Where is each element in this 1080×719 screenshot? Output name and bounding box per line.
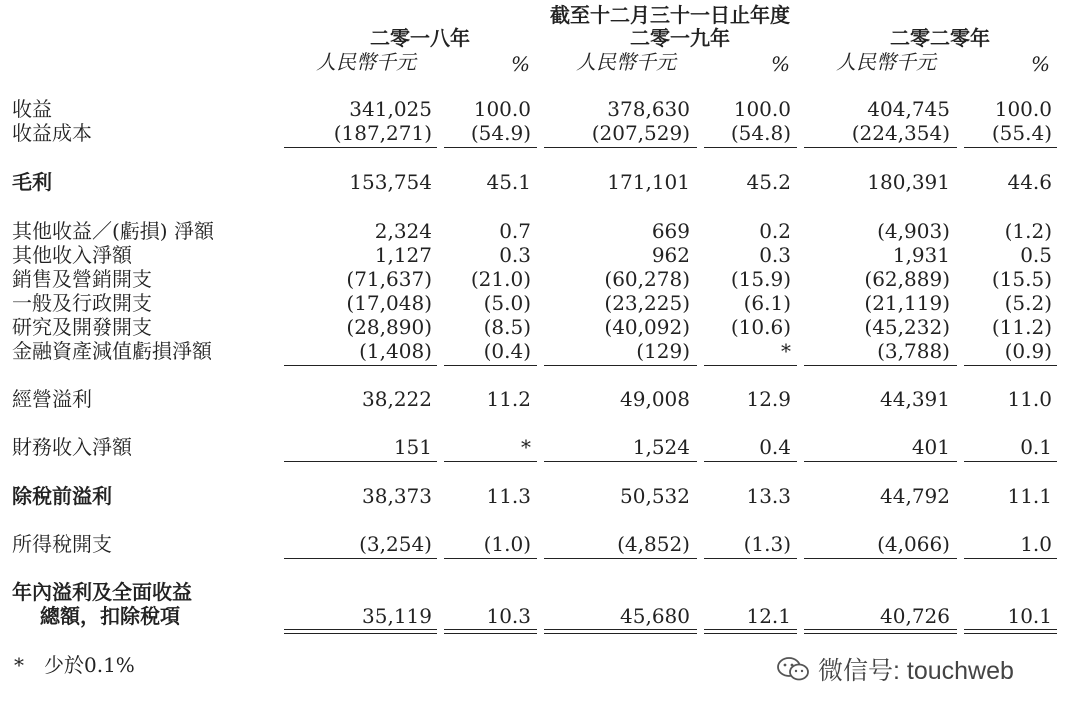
underline-rule [964,365,1057,366]
table-cell: 45.1 [486,170,531,194]
underline-rule [804,147,957,148]
period-header: 截至十二月三十一日止年度 [550,3,790,27]
row-label: 其他收入淨額 [12,243,132,267]
table-cell: (21,119) [864,291,950,315]
table-cell: (17,048) [346,291,432,315]
table-cell: 0.4 [759,435,791,459]
table-cell: (3,254) [359,532,432,556]
table-cell: * [781,339,791,363]
pct-label-2018: % [510,52,530,76]
underline-rule [284,461,437,462]
underline-rule [444,558,537,559]
table-cell: 171,101 [607,170,690,194]
table-cell: 10.1 [1007,604,1052,628]
pct-label-2020: % [1030,52,1050,76]
row-label: 其他收益／(虧損) 淨額 [12,219,214,243]
table-cell: (129) [636,339,690,363]
underline-rule [284,147,437,148]
table-cell: (8.5) [483,315,531,339]
table-cell: (23,225) [604,291,690,315]
wechat-icon [776,656,810,682]
table-cell: 38,222 [362,387,432,411]
table-cell: 100.0 [733,97,791,121]
double-underline-rule [804,629,957,634]
row-label: 銷售及營銷開支 [12,267,152,291]
row-label: 年內溢利及全面收益 [12,580,192,604]
double-underline-rule [544,629,697,634]
underline-rule [704,558,797,559]
table-cell: 0.3 [759,243,791,267]
footnote: * 少於0.1% [14,653,135,677]
table-cell: 11.0 [1007,387,1052,411]
underline-rule [544,365,697,366]
table-cell: 151 [393,435,432,459]
watermark [776,651,1014,687]
table-cell: (207,529) [591,121,690,145]
table-cell: 401 [911,435,950,459]
underline-rule [964,558,1057,559]
table-cell: 962 [651,243,690,267]
table-cell: (54.8) [730,121,791,145]
double-underline-rule [964,629,1057,634]
watermark-text: 微信号: touchweb [818,657,1014,685]
underline-rule [444,461,537,462]
unit-label-2018: 人民幣千元 [316,50,416,74]
row-label: 毛利 [12,170,52,194]
table-cell: (45,232) [864,315,950,339]
underline-rule [964,461,1057,462]
table-cell: (4,903) [877,219,950,243]
underline-rule [444,147,537,148]
year-header-2020: 二零二零年 [890,26,990,50]
table-cell: (0.4) [483,339,531,363]
table-cell: 11.2 [486,387,531,411]
underline-rule [704,147,797,148]
table-cell: (11.2) [991,315,1052,339]
underline-rule [704,365,797,366]
table-cell: 11.1 [1007,484,1052,508]
table-cell: 1.0 [1020,532,1052,556]
table-cell: 45,680 [620,604,690,628]
underline-rule [804,461,957,462]
year-header-2019: 二零一九年 [630,26,730,50]
double-underline-rule [284,629,437,634]
table-cell: (54.9) [470,121,531,145]
table-cell: 38,373 [362,484,432,508]
underline-rule [964,147,1057,148]
underline-rule [704,461,797,462]
table-cell: (40,092) [604,315,690,339]
table-cell: (0.9) [1004,339,1052,363]
table-cell: 2,324 [374,219,432,243]
table-cell: (55.4) [991,121,1052,145]
table-cell: 49,008 [620,387,690,411]
table-cell: 100.0 [473,97,531,121]
table-cell: 13.3 [746,484,791,508]
row-label: 除稅前溢利 [12,484,112,508]
unit-label-2019: 人民幣千元 [576,50,676,74]
table-cell: (187,271) [333,121,432,145]
table-cell: (21.0) [470,267,531,291]
table-cell: 153,754 [349,170,432,194]
underline-rule [444,365,537,366]
table-cell: (3,788) [877,339,950,363]
table-cell: (15.5) [991,267,1052,291]
table-cell: (1,408) [359,339,432,363]
table-cell: 10.3 [486,604,531,628]
table-cell: (71,637) [346,267,432,291]
table-cell: (60,278) [604,267,690,291]
double-underline-rule [704,629,797,634]
table-cell: (62,889) [864,267,950,291]
row-label: 研究及開發開支 [12,315,152,339]
table-cell: (1.0) [483,532,531,556]
double-underline-rule [444,629,537,634]
table-cell: 0.7 [499,219,531,243]
table-cell: (1.3) [743,532,791,556]
table-cell: (5.2) [1004,291,1052,315]
row-label-cont: 總額，扣除稅項 [40,604,180,628]
table-cell: 12.1 [746,604,791,628]
underline-rule [544,147,697,148]
underline-rule [544,558,697,559]
unit-label-2020: 人民幣千元 [836,50,936,74]
table-cell: 0.5 [1020,243,1052,267]
table-cell: 669 [651,219,690,243]
table-cell: 180,391 [867,170,950,194]
underline-rule [804,558,957,559]
table-cell: 1,127 [374,243,432,267]
table-cell: 341,025 [349,97,432,121]
pct-label-2019: % [770,52,790,76]
row-label: 一般及行政開支 [12,291,152,315]
table-cell: 404,745 [867,97,950,121]
table-cell: 1,931 [892,243,950,267]
table-cell: (4,066) [877,532,950,556]
table-cell: (15.9) [730,267,791,291]
underline-rule [804,365,957,366]
row-label: 收益 [12,97,52,121]
table-cell: 44.6 [1007,170,1052,194]
row-label: 金融資產減值虧損淨額 [12,339,212,363]
table-cell: 45.2 [746,170,791,194]
underline-rule [284,558,437,559]
table-cell: (5.0) [483,291,531,315]
table-cell: 0.2 [759,219,791,243]
table-cell: 1,524 [632,435,690,459]
table-cell: (10.6) [730,315,791,339]
table-cell: (4,852) [617,532,690,556]
row-label: 所得稅開支 [12,532,112,556]
table-cell: 50,532 [620,484,690,508]
table-cell: (28,890) [346,315,432,339]
year-header-2018: 二零一八年 [370,26,470,50]
table-cell: 378,630 [607,97,690,121]
table-cell: 44,391 [880,387,950,411]
row-label: 收益成本 [12,121,92,145]
table-cell: 11.3 [486,484,531,508]
table-cell: 12.9 [746,387,791,411]
table-cell: (6.1) [743,291,791,315]
underline-rule [284,365,437,366]
table-cell: 0.1 [1020,435,1052,459]
table-cell: 35,119 [362,604,432,628]
underline-rule [544,461,697,462]
row-label: 財務收入淨額 [12,435,132,459]
table-cell: 0.3 [499,243,531,267]
table-cell: * [521,435,531,459]
table-cell: 100.0 [994,97,1052,121]
table-cell: (1.2) [1004,219,1052,243]
table-cell: 40,726 [880,604,950,628]
row-label: 經營溢利 [12,387,92,411]
table-cell: (224,354) [851,121,950,145]
table-cell: 44,792 [880,484,950,508]
